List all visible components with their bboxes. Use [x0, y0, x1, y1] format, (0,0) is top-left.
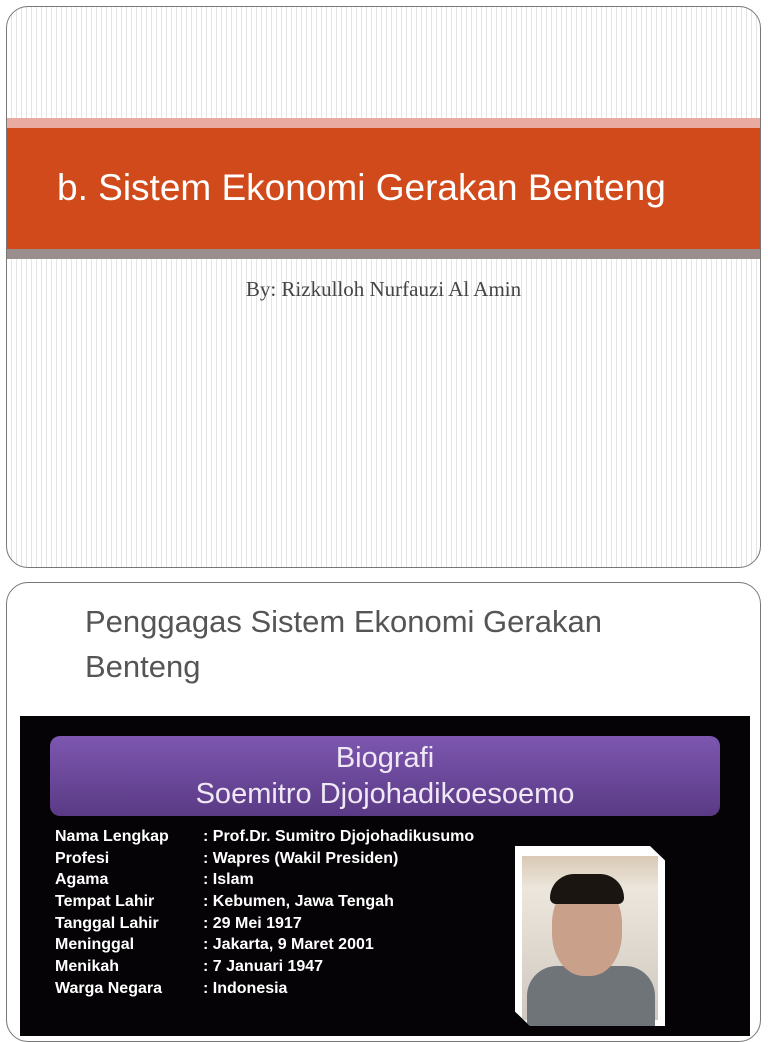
bio-row	[55, 936, 474, 958]
bio-row	[55, 850, 474, 872]
portrait-suit	[527, 966, 655, 1036]
biography-banner	[50, 736, 720, 816]
bio-row	[55, 958, 474, 980]
bio-label: Profesi	[55, 849, 110, 867]
title-slide	[6, 6, 761, 568]
bio-row	[55, 871, 474, 893]
content-slide	[6, 582, 761, 1042]
bio-label: Warga Negara	[55, 979, 162, 997]
bio-value: : Prof.Dr. Sumitro Djojohadikusumo	[203, 828, 475, 845]
portrait-photo	[515, 846, 665, 1026]
bio-label: Agama	[55, 871, 109, 889]
biography-name: Soemitro Djojohadikoesoemo	[195, 778, 575, 810]
bio-row	[55, 893, 474, 915]
biography-table	[55, 828, 474, 1002]
bio-label: Tanggal Lahir	[55, 914, 159, 932]
slide-title: Penggagas Sistem Ekonomi Gerakan Benteng	[85, 604, 602, 684]
accent-band-bottom	[7, 249, 760, 259]
bio-value: : Jakarta, 9 Maret 2001	[203, 936, 374, 954]
bio-value: : 29 Mei 1917	[203, 914, 302, 932]
bio-value: : Islam	[203, 871, 254, 889]
bio-row	[55, 980, 474, 1002]
biography-image	[20, 716, 750, 1036]
bio-label: Meninggal	[55, 936, 135, 954]
bio-row	[55, 915, 474, 937]
author-byline: By: Rizkulloh Nurfauzi Al Amin	[245, 277, 522, 301]
bio-row	[55, 828, 474, 850]
bio-value: : Wapres (Wakil Presiden)	[203, 849, 399, 867]
portrait-hair	[550, 874, 624, 904]
bio-label: Nama Lengkap	[55, 828, 169, 845]
bio-value: : 7 Januari 1947	[203, 958, 324, 976]
bio-label: Tempat Lahir	[55, 893, 155, 911]
bio-value: : Kebumen, Jawa Tengah	[203, 893, 394, 911]
slide-title: b. Sistem Ekonomi Gerakan Benteng	[57, 167, 666, 208]
bio-label: Menikah	[55, 958, 120, 976]
biography-heading: Biografi	[335, 742, 435, 774]
bio-value: : Indonesia	[203, 979, 288, 997]
accent-band-top	[7, 118, 760, 128]
